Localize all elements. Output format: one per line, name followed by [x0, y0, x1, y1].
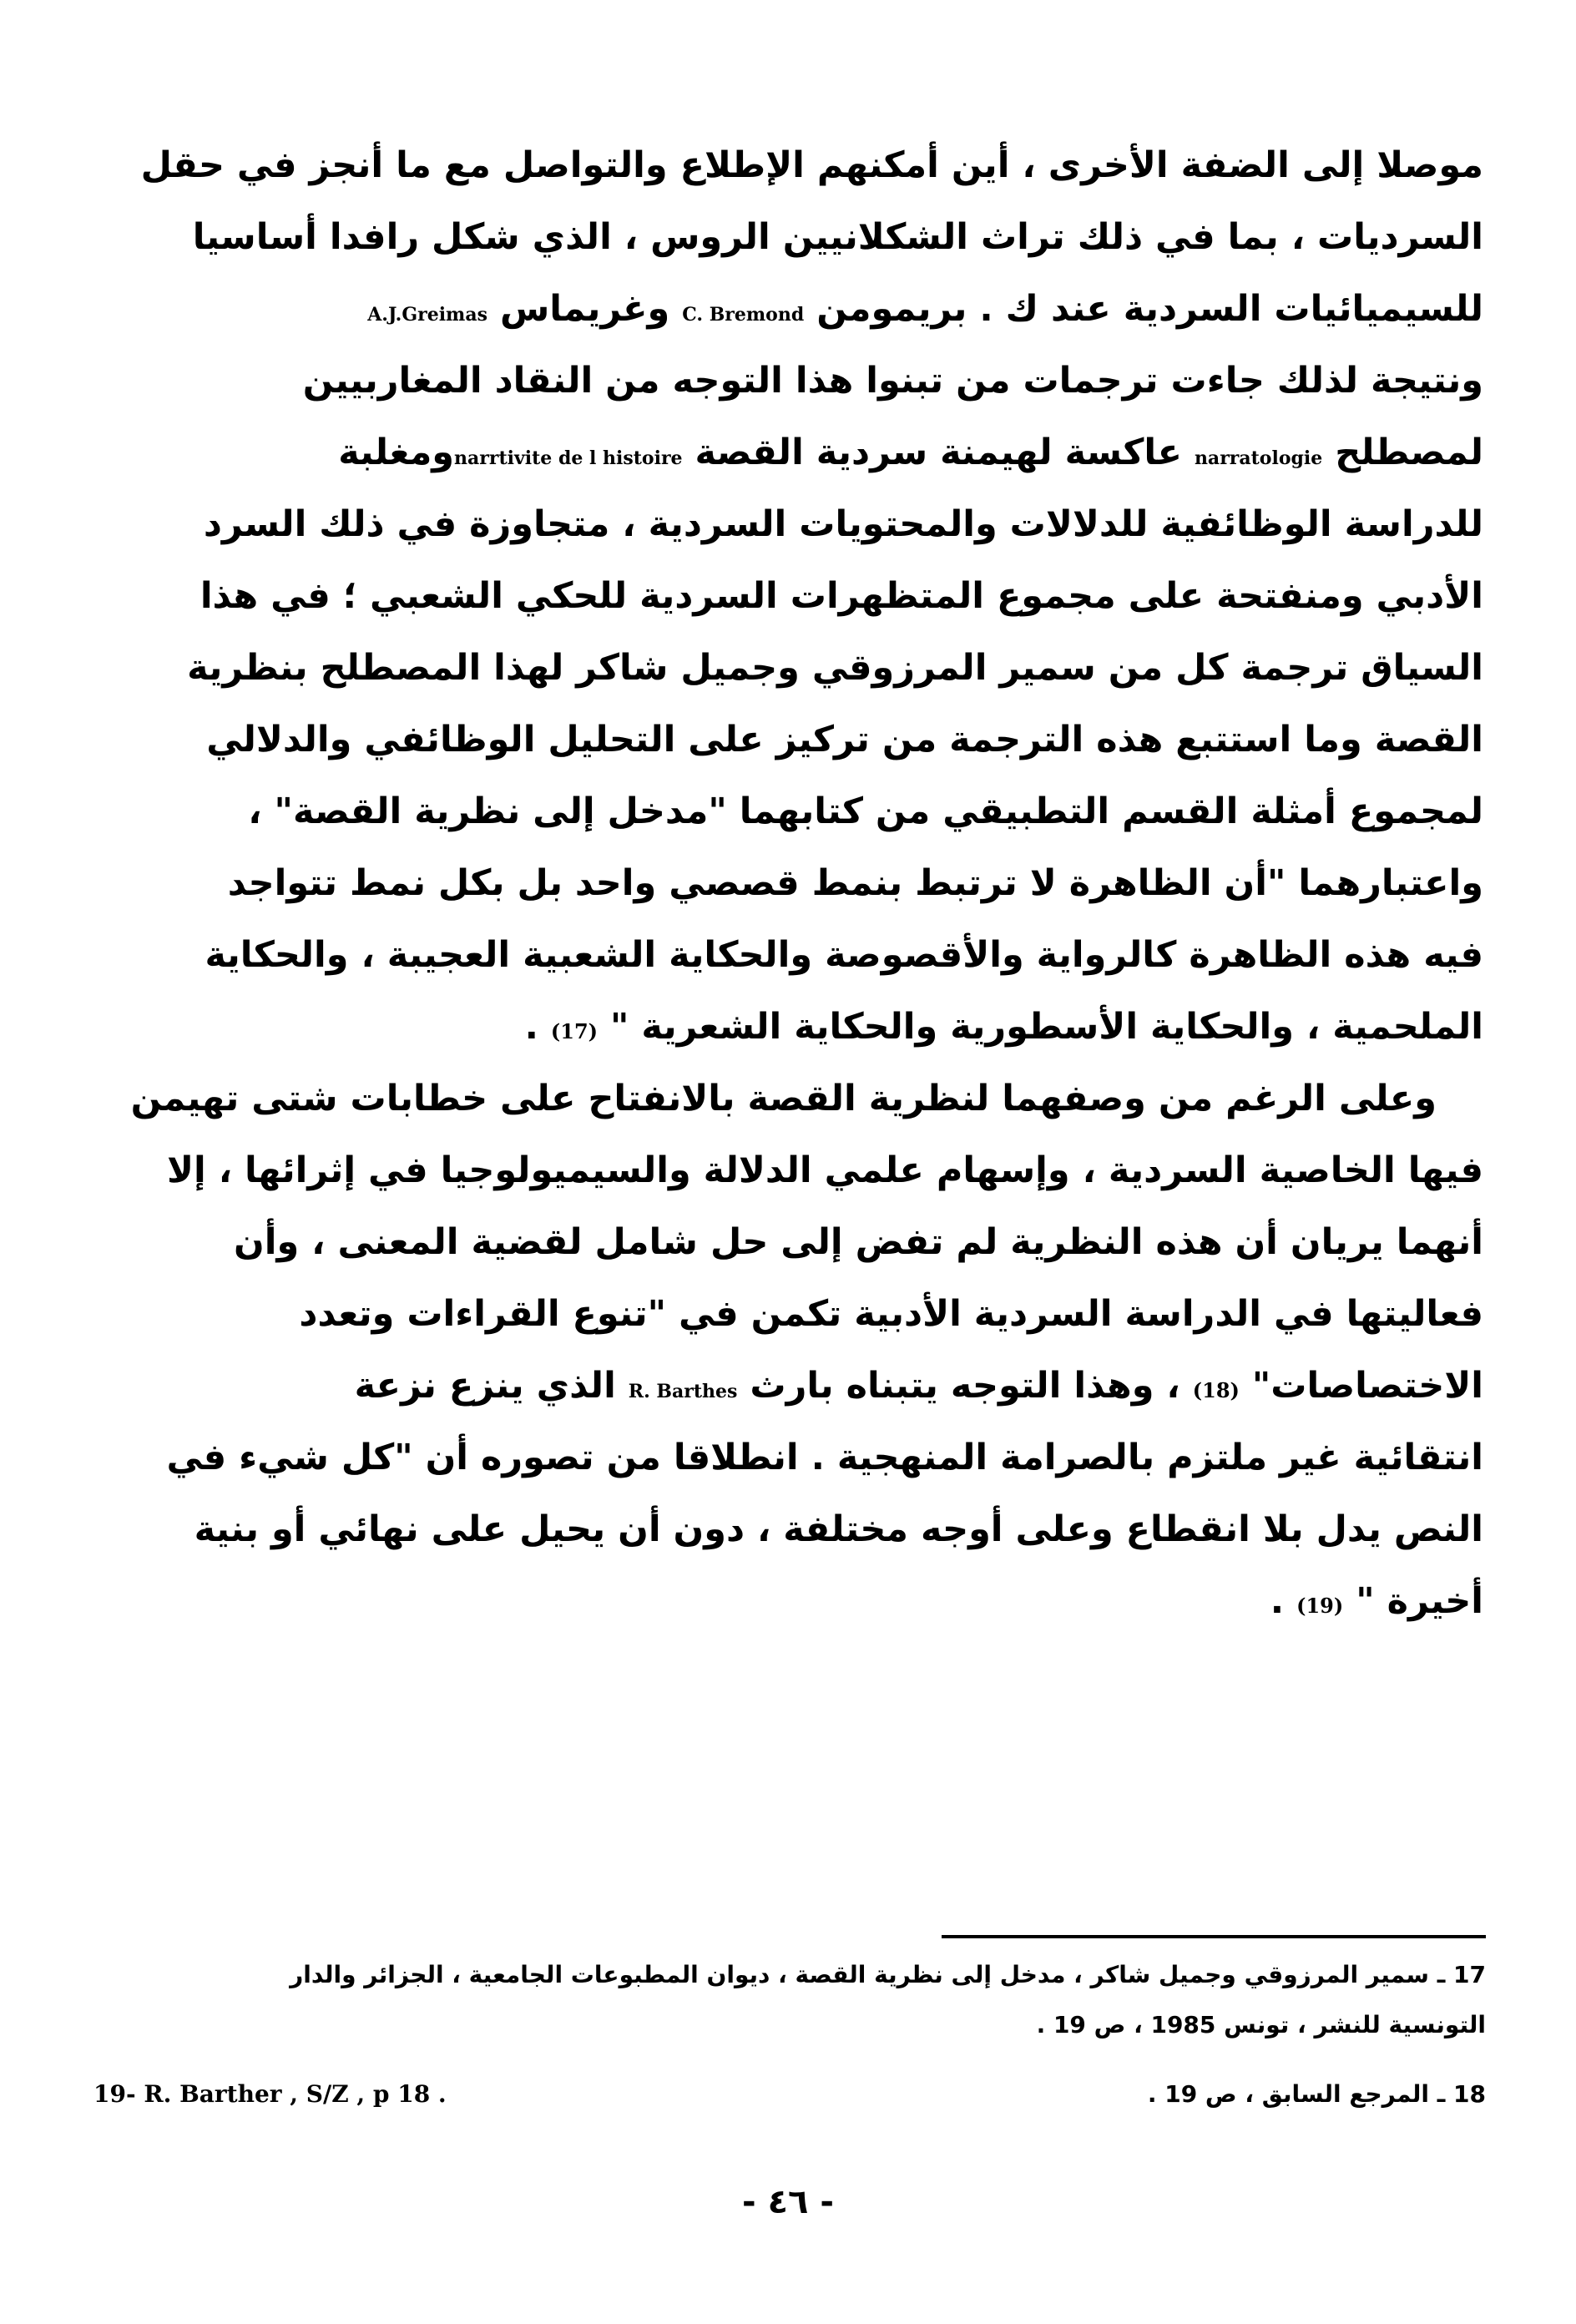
text-line-21 — [93, 1565, 1483, 1637]
text-segment: للسيميائيات السردية عند ك . بريمومن — [816, 288, 1483, 330]
text-line-20: النص يدل بلا انقطاع وعلى أوجه مختلفة ، دون أن يحيل على نهائي أو بنية — [194, 1508, 1483, 1550]
latin-name-bremond: C. Bremond — [682, 304, 805, 326]
text-line-4: ونتيجة لذلك جاءت ترجمات من تبنوا هذا التوجه من النقاد المغاربيين — [302, 360, 1483, 402]
latin-name-barthes: R. Barthes — [628, 1381, 738, 1402]
text-segment: الملحمية ، والحكاية الأسطورية والحكاية الشعرية " — [610, 1006, 1483, 1048]
text-line-13 — [93, 991, 1483, 1063]
latin-name-greimas: A.J.Greimas — [367, 304, 487, 326]
text-line-2: السرديات ، بما في ذلك تراث الشكلانيين الروس ، الذي شكل رافدا أساسيا — [192, 216, 1483, 258]
text-segment: الذي ينزع نزعة — [354, 1365, 616, 1407]
latin-term-narrtivite: narrtivite de l histoire — [454, 447, 683, 469]
text-line-6: للدراسة الوظائفية للدلالات والمحتويات السردية ، متجاوزة في ذلك السرد — [203, 503, 1483, 545]
text-segment: . — [1270, 1580, 1285, 1622]
footnote-ref-18: (18) — [1192, 1378, 1240, 1402]
text-segment: ومغلبة — [338, 432, 455, 473]
footnote-ref-19: (19) — [1296, 1594, 1344, 1618]
text-line-7: الأدبي ومنفتحة على مجموع المتظهرات السردية للحكي الشعبي ؛ في هذا — [200, 575, 1483, 617]
text-segment: وغريماس — [499, 288, 670, 330]
footnote-separator — [942, 1935, 1486, 1938]
footnote-ref-17: (17) — [550, 1019, 599, 1043]
text-line-1: موصلا إلى الضفة الأخرى ، أين أمكنهم الإطلاع والتواصل مع ما أنجز في حقل — [140, 144, 1483, 186]
text-segment: . — [524, 1006, 538, 1048]
text-segment: ، وهذا التوجه يتبناه بارث — [750, 1365, 1180, 1407]
footnote-19: 19- R. Barther , S/Z , p 18 . — [93, 2080, 447, 2108]
text-line-10: لمجموع أمثلة القسم التطبيقي من كتابهما "مدخل إلى نظرية القصة" ، — [248, 791, 1483, 832]
text-line-14: وعلى الرغم من وصفهما لنظرية القصة بالانفتاح على خطابات شتى تهيمن — [130, 1078, 1437, 1119]
text-line-8: السياق ترجمة كل من سمير المرزوقي وجميل شاكر لهذا المصطلح بنظرية — [187, 647, 1483, 689]
text-line-5 — [93, 417, 1483, 488]
text-line-15: فيها الخاصية السردية ، وإسهام علمي الدلالة والسيميولوجيا في إثرائها ، إلا — [166, 1149, 1483, 1191]
text-line-17: فعاليتها في الدراسة السردية الأدبية تكمن في "تنوع القراءات وتعدد — [299, 1293, 1483, 1335]
footnote-18: 18 ـ المرجع السابق ، ص 19 . — [1147, 2080, 1486, 2108]
text-segment: عاكسة لهيمنة سردية القصة — [695, 432, 1182, 473]
text-line-19: انتقائية غير ملتزم بالصرامة المنهجية . انطلاقا من تصوره أن "كل شيء في — [166, 1437, 1483, 1478]
text-segment: لمصطلح — [1335, 432, 1483, 473]
page-number: - ٤٦ - — [742, 2183, 834, 2221]
text-line-18 — [93, 1350, 1483, 1422]
text-segment: الاختصاصات" — [1251, 1365, 1483, 1407]
text-line-3 — [93, 273, 1483, 345]
text-segment: أخيرة " — [1356, 1580, 1483, 1622]
footnote-17-line-1: 17 ـ سمير المرزوقي وجميل شاكر ، مدخل إلى نظرية القصة ، ديوان المطبوعات الجامعية ، الجزائر والدار — [290, 1961, 1486, 1988]
text-line-16: أنهما يريان أن هذه النظرية لم تفض إلى حل شامل لقضية المعنى ، وأن — [234, 1221, 1483, 1263]
text-line-11: واعتبارهما "أن الظاهرة لا ترتبط بنمط قصصي واحد بل بكل نمط تتواجد — [227, 862, 1483, 904]
footnotes — [93, 1950, 1486, 2124]
body-text — [93, 129, 1483, 1637]
footnote-17-line-2: التونسية للنشر ، تونس 1985 ، ص 19 . — [1036, 2011, 1486, 2039]
text-line-9: القصة وما استتبع هذه الترجمة من تركيز على التحليل الوظائفي والدلالي — [206, 719, 1483, 760]
text-line-12: فيه هذه الظاهرة كالرواية والأقصوصة والحكاية الشعبية العجيبة ، والحكاية — [205, 934, 1483, 976]
latin-term-narratologie: narratologie — [1194, 447, 1323, 469]
footnote-row — [93, 2065, 1486, 2124]
